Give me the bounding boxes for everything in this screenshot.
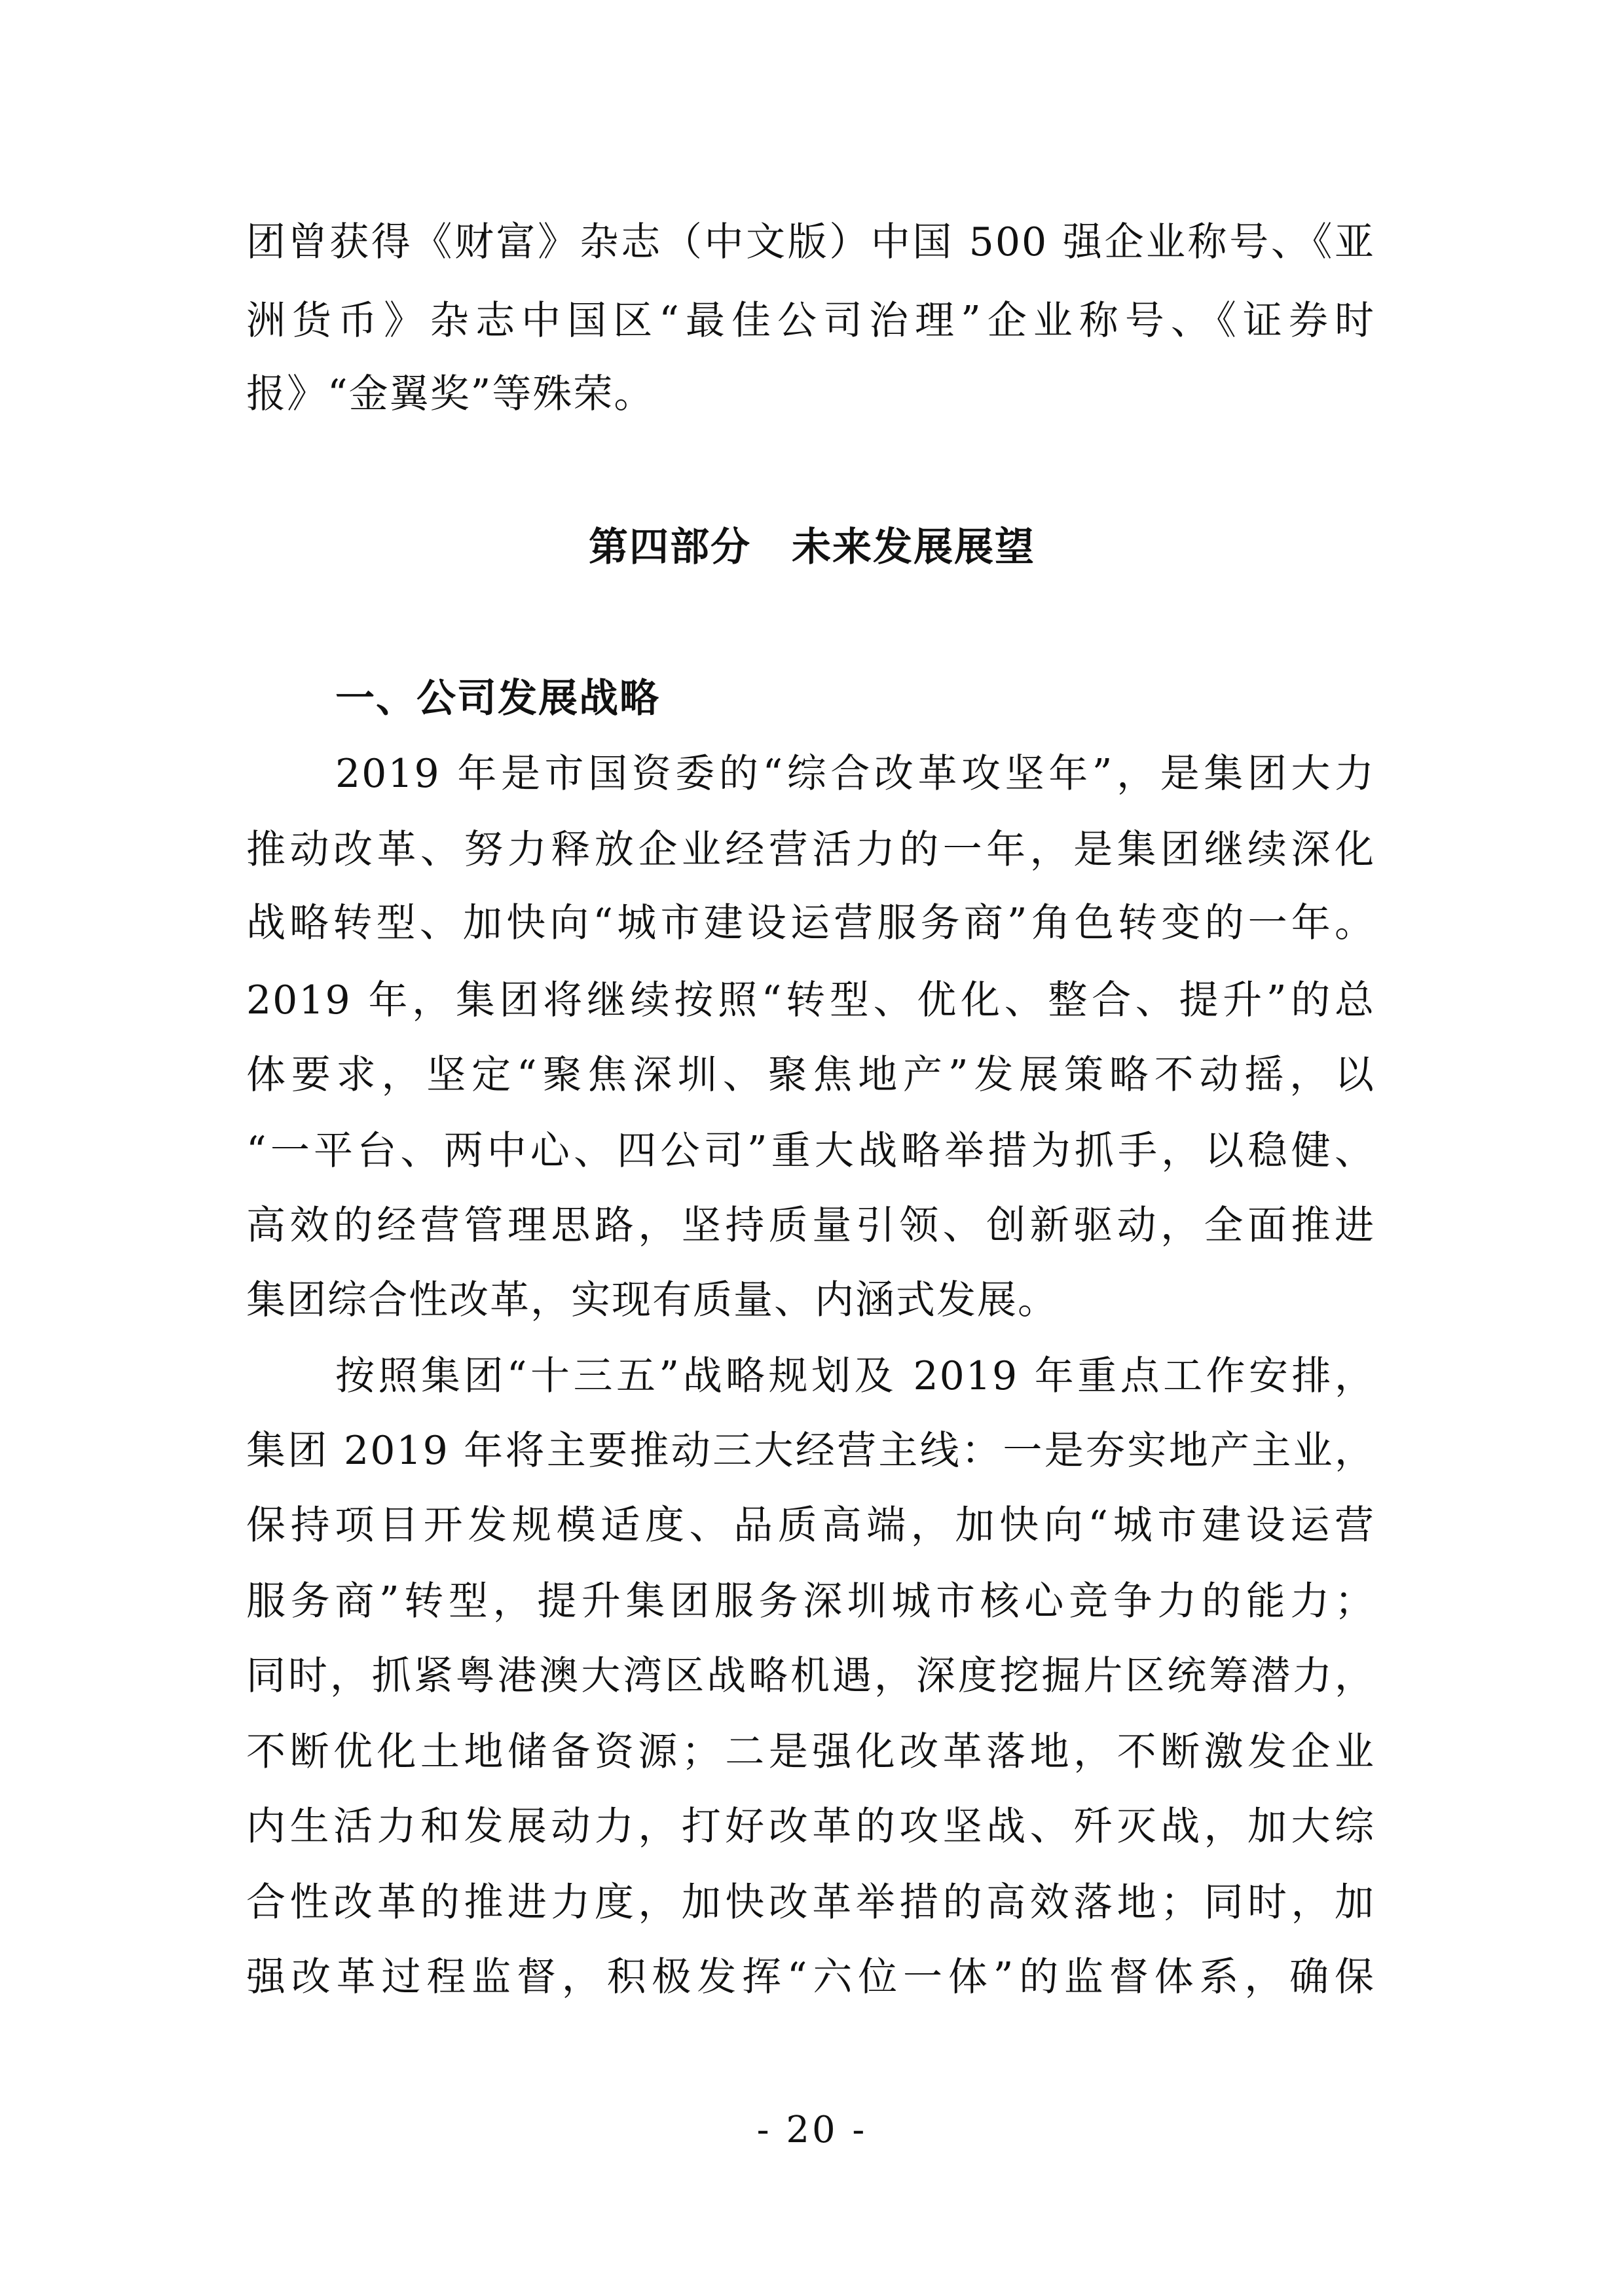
- intro-line-1: 团曾获得《财富》杂志（中文版）中国 500 强企业称号、《亚: [246, 219, 1375, 265]
- paragraph-2-line-1: 按照集团“十三五”战略规划及 2019 年重点工作安排，: [335, 1353, 1375, 1399]
- paragraph-2-line-4: 服务商”转型，提升集团服务深圳城市核心竞争力的能力；: [246, 1578, 1375, 1624]
- paragraph-1-line-5: 体要求，坚定“聚焦深圳、聚焦地产”发展策略不动摇，以: [246, 1052, 1375, 1098]
- paragraph-1-line-2: 推动改革、努力释放企业经营活力的一年，是集团继续深化: [246, 827, 1375, 873]
- paragraph-1-line-4: 2019 年，集团将继续按照“转型、优化、整合、提升”的总: [246, 977, 1375, 1023]
- section-heading: 一、公司发展战略: [335, 676, 660, 721]
- part-heading: 第四部分 未来发展展望: [589, 524, 1035, 570]
- paragraph-2-line-7: 内生活力和发展动力，打好改革的攻坚战、歼灭战，加大综: [246, 1804, 1375, 1850]
- paragraph-1-line-8: 集团综合性改革，实现有质量、内涵式发展。: [246, 1277, 1058, 1323]
- intro-line-3: 报》“金翼奖”等殊荣。: [246, 371, 655, 417]
- paragraph-2-line-2: 集团 2019 年将主要推动三大经营主线：一是夯实地产主业，: [246, 1428, 1375, 1474]
- paragraph-2-line-5: 同时，抓紧粤港澳大湾区战略机遇，深度挖掘片区统筹潜力，: [246, 1653, 1375, 1699]
- paragraph-1-line-7: 高效的经营管理思路，坚持质量引领、创新驱动，全面推进: [246, 1203, 1375, 1248]
- paragraph-1-line-6: “一平台、两中心、四公司”重大战略举措为抓手，以稳健、: [246, 1128, 1375, 1174]
- paragraph-1-line-3: 战略转型、加快向“城市建设运营服务商”角色转变的一年。: [246, 900, 1375, 946]
- paragraph-2-line-3: 保持项目开发规模适度、品质高端，加快向“城市建设运营: [246, 1503, 1375, 1548]
- intro-line-2: 洲货币》杂志中国区“最佳公司治理”企业称号、《证券时: [246, 298, 1375, 344]
- page-number: - 20 -: [756, 2109, 868, 2151]
- paragraph-1-line-1: 2019 年是市国资委的“综合改革攻坚年”，是集团大力: [335, 751, 1375, 797]
- paragraph-2-line-9: 强改革过程监督，积极发挥“六位一体”的监督体系，确保: [246, 1954, 1375, 2000]
- paragraph-2-line-8: 合性改革的推进力度，加快改革举措的高效落地；同时，加: [246, 1880, 1375, 1925]
- paragraph-2-line-6: 不断优化土地储备资源；二是强化改革落地，不断激发企业: [246, 1729, 1375, 1775]
